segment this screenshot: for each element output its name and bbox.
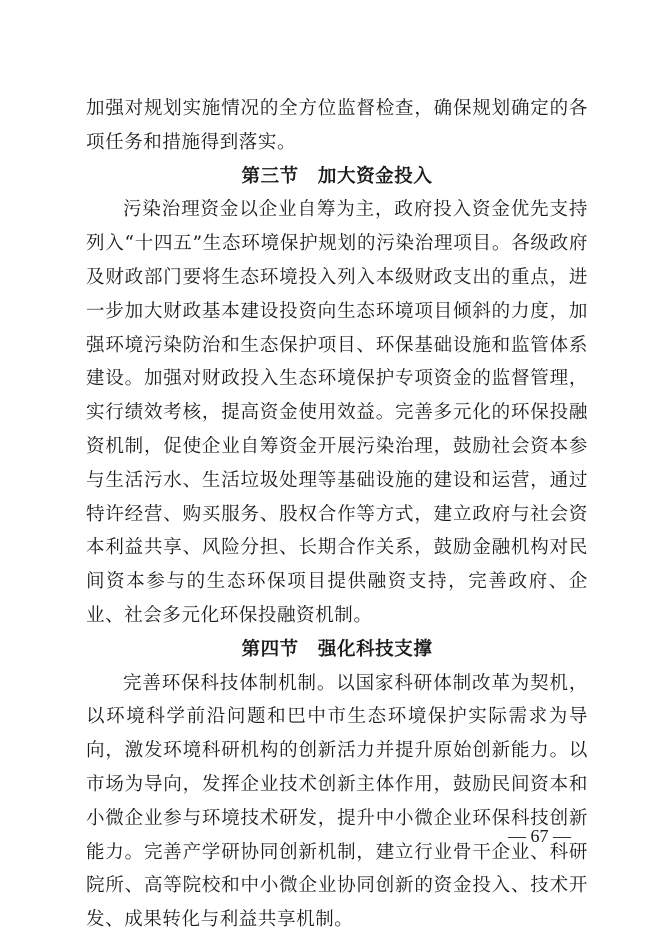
opening-paragraph: 加强对规划实施情况的全方位监督检查，确保规划确定的各项任务和措施得到落实。: [86, 98, 588, 153]
section-4-paragraph: 完善环保科技体制机制。以国家科研体制改革为契机，以环境科学前沿问题和巴中市生态环境保护实际需求为导向，激发环境科研机构的创新活力并提升原始创新能力。以市场为导向，发挥企业技术创新主体作用，鼓励民间资本和小微企业参与环境技术研发，提升中小微企业环保科技创新能力。完善产学研协同创新机制，建立行业骨干企业、科研院所、高等院校和中小微企业协同创新的资金投入、技术开发、成果转化与利益共享机制。: [86, 672, 588, 931]
section-4-heading: 第四节 强化科技支撑: [241, 638, 433, 660]
document-body: [86, 92, 588, 937]
section-3-heading: 第三节 加大资金投入: [241, 165, 433, 187]
page-number: — 67 —: [508, 826, 571, 846]
section-3-paragraph: 污染治理资金以企业自筹为主，政府投入资金优先支持列入“十四五”生态环境保护规划的污染治理项目。各级政府及财政部门要将生态环境投入列入本级财政支出的重点，进一步加大财政基本建设投资向生态环境项目倾斜的力度，加强环境污染防治和生态保护项目、环保基础设施和监管体系建设。加强对财政投入生态环境保护专项资金的监督管理，实行绩效考核，提高资金使用效益。完善多元化的环保投融资机制，促使企业自筹资金开展污染治理，鼓励社会资本参与生活污水、生活垃圾处理等基础设施的建设和运营，通过特许经营、购买服务、股权合作等方式，建立政府与社会资本利益共享、风险分担、长期合作关系，鼓励金融机构对民间资本参与的生态环保项目提供融资支持，完善政府、企业、社会多元化环保投融资机制。: [86, 199, 588, 626]
